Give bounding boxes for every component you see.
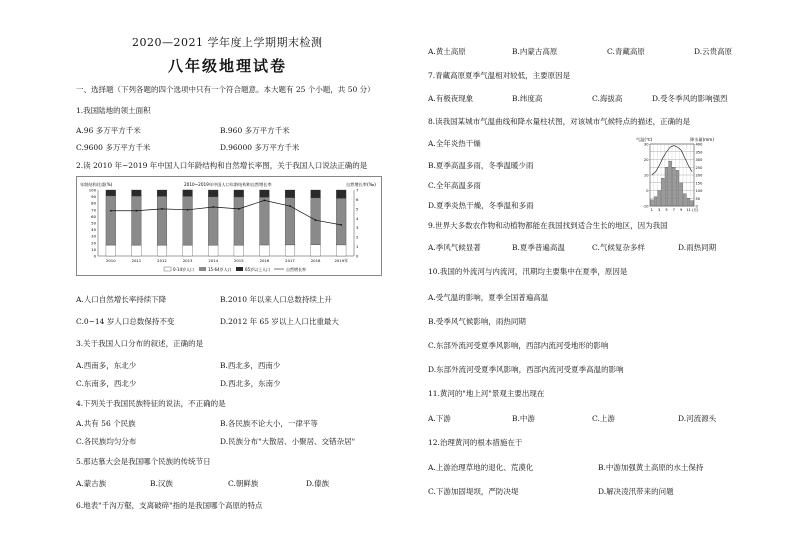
q5-option-b: B.汉族 <box>150 479 173 488</box>
q9-option-c: C.气候复杂多样 <box>592 243 645 252</box>
y-tick-left: 30 <box>91 233 96 239</box>
bar-15-64 <box>234 197 244 245</box>
bar-15-64 <box>208 197 218 245</box>
precip-bar <box>650 200 653 206</box>
precip-bar <box>669 161 672 206</box>
bar-0-14 <box>106 245 116 256</box>
q10-option-c: C.东部外流河受夏季风影响，西部内流河受地形的影响 <box>428 341 609 350</box>
precip-tick: 100 <box>695 189 703 193</box>
q5-option-a: A.蒙古族 <box>76 479 107 488</box>
precip-bar <box>654 197 657 206</box>
bar-65-plus <box>336 190 346 198</box>
precip-bar <box>661 178 664 206</box>
bar-15-64 <box>106 196 116 245</box>
rate-point <box>289 205 291 207</box>
q6-option-d: D.云贵高原 <box>694 47 733 56</box>
q2-option-a: A.人口自然增长率持续下降 <box>76 295 167 304</box>
q9-stem: 9.世界大多数农作物和动植物都能在我国找到适合生长的地区，因为我国 <box>428 221 668 230</box>
legend-swatch-0-14 <box>164 267 171 271</box>
month-tick: 1 <box>650 208 653 212</box>
x-tick: 2016 <box>259 258 270 263</box>
q12-option-b: B.中游加强黄土高原的水土保持 <box>598 463 704 472</box>
q1-option-a: A.96 多万平方千米 <box>76 126 141 135</box>
temp-axis-label: 气温(℃) <box>636 137 653 142</box>
precip-bar <box>658 191 661 207</box>
bar-65-plus <box>285 190 295 198</box>
x-tick: 2012 <box>157 258 167 263</box>
bar-0-14 <box>260 245 270 256</box>
bar-0-14 <box>183 245 193 256</box>
q10-stem: 10.我国的外流河与内流河，汛期均主要集中在夏季，原因是 <box>428 267 628 276</box>
bar-15-64 <box>183 196 193 245</box>
precip-bar <box>687 198 690 206</box>
bar-15-64 <box>285 198 295 245</box>
bar-65-plus <box>208 190 218 197</box>
bar-15-64 <box>260 197 270 245</box>
q8-option-b: B.夏季高温多雨，冬季温暖少雨 <box>428 161 534 170</box>
precip-tick: 150 <box>695 181 703 186</box>
bar-0-14 <box>132 245 142 256</box>
x-tick: 2014 <box>208 258 219 263</box>
precip-bar <box>676 170 679 206</box>
precip-bar <box>665 167 668 206</box>
q10-option-d: D.东部外流河受夏季风影响，西部内流河受夏季高温的影响 <box>428 365 624 374</box>
climate-chart <box>634 134 718 216</box>
q1-stem: 1.我国陆地的领土面积 <box>76 106 151 115</box>
precip-tick: 300 <box>695 158 703 162</box>
population-chart <box>76 176 382 276</box>
y-tick-right: 4 <box>356 215 359 221</box>
legend-swatch-15-64 <box>199 267 206 271</box>
legend-0-14: 0-14岁人口 <box>173 267 195 272</box>
precip-tick: 50 <box>695 196 701 201</box>
q2-stem: 2.读 2010 年~2019 年中国人口年龄结构和自然增长率图，关于我国人口说法正确的是 <box>76 161 368 170</box>
q8-stem: 8.读我国某城市气温曲线和降水量柱状图，对该城市气候特点的描述，正确的是 <box>428 117 691 126</box>
bar-0-14 <box>336 245 346 256</box>
q2-option-d: D.2012 年 65 岁以上人口比重最大 <box>220 317 339 326</box>
left-axis-label: 年龄结构比重(%) <box>80 182 113 187</box>
exam-subtitle: 八年级地理试卷 <box>168 57 288 75</box>
q11-option-b: B.中游 <box>512 414 535 423</box>
q5-option-c: C.朝鲜族 <box>228 479 259 488</box>
q6-option-a: A.黄土高原 <box>428 47 466 56</box>
rate-point <box>264 199 266 201</box>
q4-option-d: D.民族分布"大散居、小聚居、交错杂居" <box>220 437 356 446</box>
rate-point <box>212 206 214 208</box>
bar-15-64 <box>311 198 321 245</box>
bar-65-plus <box>183 190 193 196</box>
q7-option-b: B.纬度高 <box>512 94 543 103</box>
q3-option-c: C.东南多，西北少 <box>76 379 137 388</box>
q8-option-d: D.夏季炎热干燥，冬季温和多雨 <box>428 201 534 210</box>
month-tick: 5 <box>665 208 668 212</box>
q12-option-c: C.下游加固堤坝，严防决堤 <box>428 487 519 496</box>
x-tick: 2013 <box>182 258 193 263</box>
q2-option-c: C.0~14 岁人口总数保持不变 <box>76 317 175 326</box>
y-tick-right: 7 <box>356 187 359 193</box>
q6-option-b: B.内蒙古高原 <box>512 47 558 56</box>
y-tick-left: 90 <box>91 194 96 200</box>
q3-option-d: D.西北多，东南少 <box>220 379 281 388</box>
y-tick-right: 2 <box>356 234 359 240</box>
q7-option-d: D.受冬季风的影响强烈 <box>652 94 728 103</box>
q7-stem: 7.青藏高原夏季气温相对较低，主要原因是 <box>428 71 571 80</box>
bar-65-plus <box>132 190 142 196</box>
precip-bar <box>691 201 694 206</box>
x-tick: 2015 <box>233 258 244 263</box>
q3-option-b: B.西北多，西南少 <box>220 361 281 370</box>
month-tick: 7 <box>672 208 675 212</box>
temp-tick: 30 <box>643 142 649 147</box>
bar-0-14 <box>234 245 244 256</box>
y-tick-left: 100 <box>88 187 96 193</box>
bar-0-14 <box>311 245 321 256</box>
chart-title: 2010~2019年中国人口年龄结构和自然增长率 <box>184 182 272 187</box>
section-heading: 一、选择题（下列各题的四个选项中只有一个符合题意。本大题有 25 个小题，共 50 分） <box>76 85 375 94</box>
y-tick-left: 80 <box>91 200 96 206</box>
bar-65-plus <box>234 190 244 197</box>
x-tick: 2017 <box>285 258 295 263</box>
x-tick: 2019年 <box>334 258 348 263</box>
q11-option-a: A.下游 <box>428 414 451 423</box>
bar-15-64 <box>132 196 142 245</box>
temp-tick: 10 <box>643 173 649 178</box>
bar-0-14 <box>208 245 218 256</box>
precip-tick: 200 <box>695 173 703 178</box>
bar-65-plus <box>106 190 116 196</box>
y-tick-right: 6 <box>356 196 359 202</box>
q3-option-a: A.西南多，东北少 <box>76 361 137 370</box>
month-tick: 11 <box>686 208 691 212</box>
q10-option-a: A.受气温的影响，夏季全国普遍高温 <box>428 293 549 302</box>
q1-option-d: D.96000 多万平方千米 <box>220 143 300 152</box>
rate-point <box>161 208 163 210</box>
temp-tick: 20 <box>643 158 649 162</box>
right-axis-label: 自然增长率(‰) <box>346 182 376 187</box>
q4-option-a: A.共有 56 个民族 <box>76 419 136 428</box>
q7-option-c: C.海拔高 <box>592 94 623 103</box>
q4-option-b: B.各民族不论大小，一律平等 <box>220 419 318 428</box>
legend-rate: 自然增长率 <box>286 267 306 272</box>
y-tick-right: 0 <box>356 253 359 259</box>
month-tick: 9 <box>680 208 683 212</box>
q8-option-a: A.全年炎热干燥 <box>428 139 481 148</box>
y-tick-left: 20 <box>91 240 96 246</box>
q12-option-d: D.解决凌汛带来的问题 <box>598 487 674 496</box>
y-tick-right: 1 <box>356 244 359 250</box>
q4-option-c: C.各民族均匀分布 <box>76 437 137 446</box>
precip-axis-label: 降水量(mm) <box>690 137 714 142</box>
q12-option-a: A.上游治理草地的退化、荒漠化 <box>428 463 534 472</box>
y-tick-left: 70 <box>91 207 96 213</box>
q11-option-c: C.上游 <box>592 414 615 423</box>
precip-tick: 0 <box>695 204 698 209</box>
q11-option-d: D.河流源头 <box>678 414 717 423</box>
climate-plot <box>643 143 703 213</box>
rate-point <box>315 219 317 221</box>
precip-tick: 400 <box>695 142 703 147</box>
q7-option-a: A.有极夜现象 <box>428 94 474 103</box>
y-tick-right: 3 <box>356 225 359 231</box>
q3-stem: 3.关于我国人口分布的叙述，正确的是 <box>76 339 204 348</box>
y-tick-left: 0 <box>93 253 96 259</box>
precip-tick: 250 <box>695 165 703 170</box>
q11-stem: 11.黄河的"地上河"景观主要出现在 <box>428 389 545 398</box>
q5-stem: 5.那达慕大会是我国哪个民族的传统节日 <box>76 457 211 466</box>
month-tick: 3 <box>658 208 661 212</box>
bar-65-plus <box>311 190 321 198</box>
q5-option-d: D.傣族 <box>306 479 330 488</box>
q9-option-d: D.雨热同期 <box>678 243 717 252</box>
rate-point <box>110 210 112 212</box>
month-unit: (月) <box>692 208 699 212</box>
q10-option-b: B.受季风气候影响，雨热同期 <box>428 317 526 326</box>
y-tick-left: 50 <box>91 220 96 226</box>
temp-tick: 0 <box>646 189 649 193</box>
bar-0-14 <box>157 245 167 256</box>
bar-0-14 <box>285 245 295 256</box>
precip-tick: 350 <box>695 150 703 155</box>
q2-option-b: B.2010 年以来人口总数持续上升 <box>220 295 332 304</box>
q6-stem: 6.地表"千沟万壑，支离破碎"指的是我国哪个高原的特点 <box>76 501 263 510</box>
legend-65: 65岁以上人口 <box>245 267 271 272</box>
q9-option-b: B.夏季普遍高温 <box>512 243 565 252</box>
bar-15-64 <box>336 198 346 245</box>
q1-option-b: B.960 多万平方千米 <box>220 126 290 135</box>
y-tick-left: 60 <box>91 213 96 219</box>
y-tick-left: 10 <box>91 246 96 252</box>
q6-option-c: C.青藏高原 <box>607 47 645 56</box>
bar-65-plus <box>260 190 270 197</box>
rate-point <box>187 209 189 211</box>
legend-swatch-65 <box>236 267 243 271</box>
x-tick: 2010 <box>105 258 116 263</box>
q4-stem: 4.下列关于我国民族特征的说法，不正确的是 <box>76 399 226 408</box>
temp-tick: -10 <box>642 204 649 209</box>
x-tick: 2011 <box>131 258 142 263</box>
rate-point <box>136 210 138 212</box>
y-tick-left: 40 <box>91 227 96 233</box>
x-tick: 2018 <box>310 258 321 263</box>
q8-option-c: C.全年高温多雨 <box>428 181 481 190</box>
rate-point <box>238 208 240 210</box>
q9-option-a: A.季风气候显著 <box>428 243 481 252</box>
bar-65-plus <box>157 190 167 196</box>
precip-bar <box>683 194 686 206</box>
precip-bar <box>680 183 683 206</box>
rate-point <box>340 224 342 226</box>
q1-option-c: C.9600 多万平方千米 <box>76 143 151 152</box>
exam-title: 2020—2021 学年度上学期期末检测 <box>132 36 323 49</box>
y-tick-right: 5 <box>356 206 359 212</box>
bar-15-64 <box>157 196 167 245</box>
legend-15-64: 15-64岁人口 <box>208 267 232 272</box>
q12-stem: 12.治理黄河的根本措施在于 <box>428 438 523 447</box>
precip-bar <box>672 167 675 206</box>
